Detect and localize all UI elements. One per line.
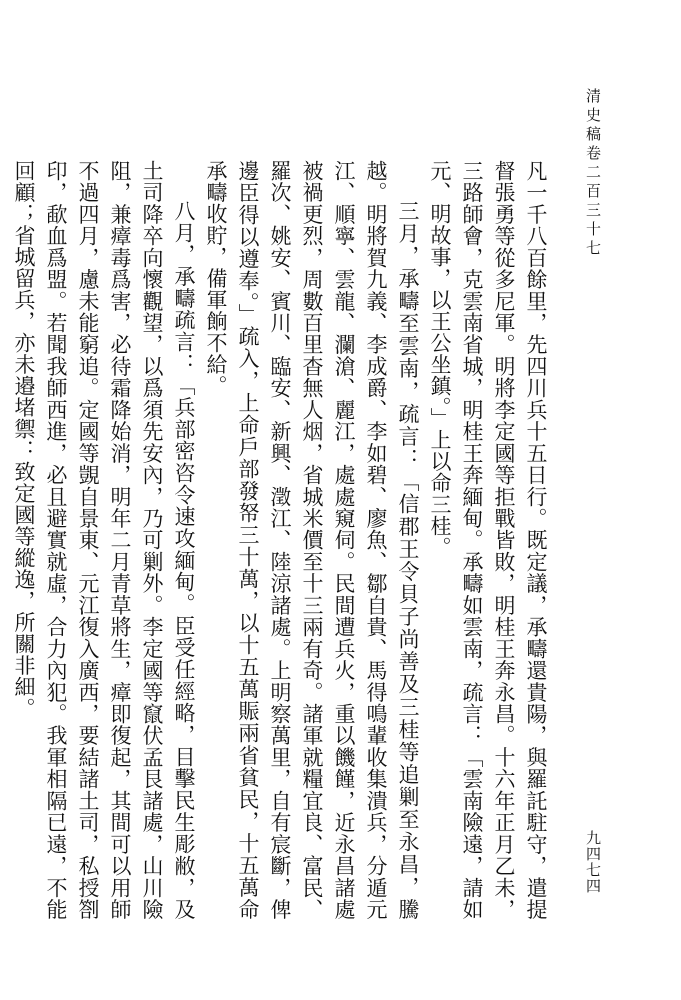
- running-header-title: 清史稿卷二百三十七: [584, 88, 602, 259]
- main-text: [12, 160, 552, 920]
- paragraph: 三月，承疇至雲南，疏言：「信郡王令貝子尚善及三桂等追剿至永昌，騰越。明將賀九義、李成爵、李如碧、廖魚、鄒自貴、馬得鳴輩收集潰兵，分遁元江、順寧、雲龍、瀾滄、麗江，處處窺伺。民間遭兵火，重以饑饉，近永昌諸處被禍更烈，周數百里杳無人烟，省城米價至十三兩有奇。諸軍就糧宜良、富民、羅次、姚安、賓川、臨安、新興、澂江、陸涼諸處。上明察萬里，自有宸斷，俾邊臣得以遵奉。」疏入，上命戶部發帑三十萬，以十五萬賑兩省貧民，十五萬命承疇收貯，備軍餉不給。: [204, 160, 420, 920]
- paragraph: 八月，承疇疏言：「兵部密咨令速攻緬甸。臣受任經略，目擊民生彫敝，及土司降卒向懷觀望，以爲須先安內，乃可剿外。李定國等竄伏孟艮諸處，山川險阻，兼瘴毒爲害，必待霜降始消，明年二月青草將生，瘴即復起，其間可以用師不過四月，慮未能窮追。定國等覬自景東、元江復入廣西，要結諸土司，私授劄印，歃血爲盟。若聞我師西進，必且避實就虛，合力內犯。我軍相隔已遠，不能回顧；省城留兵，亦未邉堵禦：致定國等縱逸，所關非細。: [12, 160, 196, 920]
- paragraph: 凡一千八百餘里，先四川兵十五日行。既定議，承疇還貴陽，與羅託駐守，遣提督張勇等從多尼軍。明將李定國等拒戰皆敗，明桂王奔永昌。十六年正月乙未，三路師會，克雲南省城，明桂王奔緬甸。承疇如雲南，疏言：「雲南險遠，請如元、明故事，以王公坐鎮。」上以命三桂。: [428, 160, 548, 920]
- page-number: 九四七四: [584, 830, 602, 894]
